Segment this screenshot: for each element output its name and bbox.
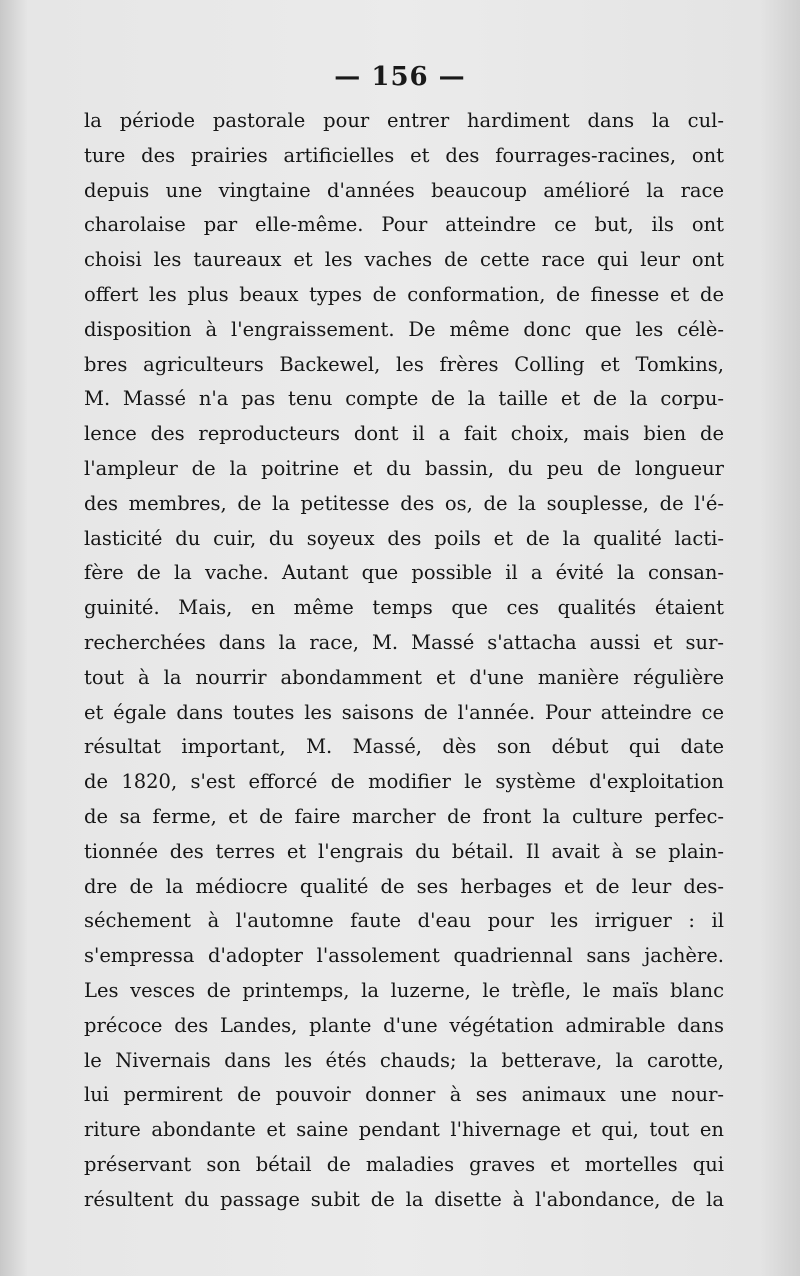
text-line: Les vesces de printemps, la luzerne, le trèfle, le maïs blanc (84, 978, 724, 1002)
text-line: le Nivernais dans les étés chauds; la betterave, la carotte, (84, 1048, 724, 1072)
text-line: préservant son bétail de maladies graves et mortelles qui (84, 1152, 724, 1176)
text-line: offert les plus beaux types de conformation, de finesse et de (84, 282, 724, 306)
text-line: dre de la médiocre qualité de ses herbages et de leur des- (84, 874, 724, 898)
text-line: lasticité du cuir, du soyeux des poils et de la qualité lacti- (84, 526, 724, 550)
text-line: bres agriculteurs Backewel, les frères Colling et Tomkins, (84, 352, 724, 376)
text-line: de sa ferme, et de faire marcher de front la culture perfec- (84, 804, 724, 828)
text-line: ture des prairies artificielles et des fourrages-racines, ont (84, 143, 724, 167)
text-line: riture abondante et saine pendant l'hivernage et qui, tout en (84, 1118, 724, 1142)
text-line: séchement à l'automne faute d'eau pour les irriguer : il (84, 909, 724, 933)
text-line: depuis une vingtaine d'années beaucoup amélioré la race (84, 178, 724, 202)
body-text (84, 104, 724, 1218)
text-line: tout à la nourrir abondamment et d'une manière régulière (84, 665, 724, 689)
text-line: et égale dans toutes les saisons de l'année. Pour atteindre ce (84, 700, 724, 724)
text-line: résultat important, M. Massé, dès son début qui date (84, 735, 724, 759)
text-line: recherchées dans la race, M. Massé s'attacha aussi et sur- (84, 630, 724, 654)
text-line: précoce des Landes, plante d'une végétation admirable dans (84, 1013, 724, 1037)
text-line: de 1820, s'est efforcé de modifier le système d'exploitation (84, 770, 724, 794)
text-line: charolaise par elle-même. Pour atteindre ce but, ils ont (84, 213, 724, 237)
text-line: guinité. Mais, en même temps que ces qualités étaient (84, 596, 724, 620)
text-line: résultent du passage subit de la disette à l'abondance, de la (84, 1187, 724, 1211)
text-line: lui permirent de pouvoir donner à ses animaux une nour- (84, 1083, 724, 1107)
text-line: disposition à l'engraissement. De même donc que les célè- (84, 317, 724, 341)
page-number: — 156 — (334, 62, 466, 92)
text-line: choisi les taureaux et les vaches de cette race qui leur ont (84, 248, 724, 272)
text-line: des membres, de la petitesse des os, de la souplesse, de l'é- (84, 491, 724, 515)
text-line: la période pastorale pour entrer hardiment dans la cul- (84, 109, 724, 132)
text-line: fère de la vache. Autant que possible il a évité la consan- (84, 561, 724, 585)
text-line: tionnée des terres et l'engrais du bétail. Il avait à se plain- (84, 839, 724, 863)
text-line: lence des reproducteurs dont il a fait choix, mais bien de (84, 422, 724, 446)
text-line: s'empressa d'adopter l'assolement quadriennal sans jachère. (84, 944, 724, 968)
text-line: l'ampleur de la poitrine et du bassin, du peu de longueur (84, 456, 724, 480)
text-line: M. Massé n'a pas tenu compte de la taille et de la corpu- (84, 387, 724, 411)
